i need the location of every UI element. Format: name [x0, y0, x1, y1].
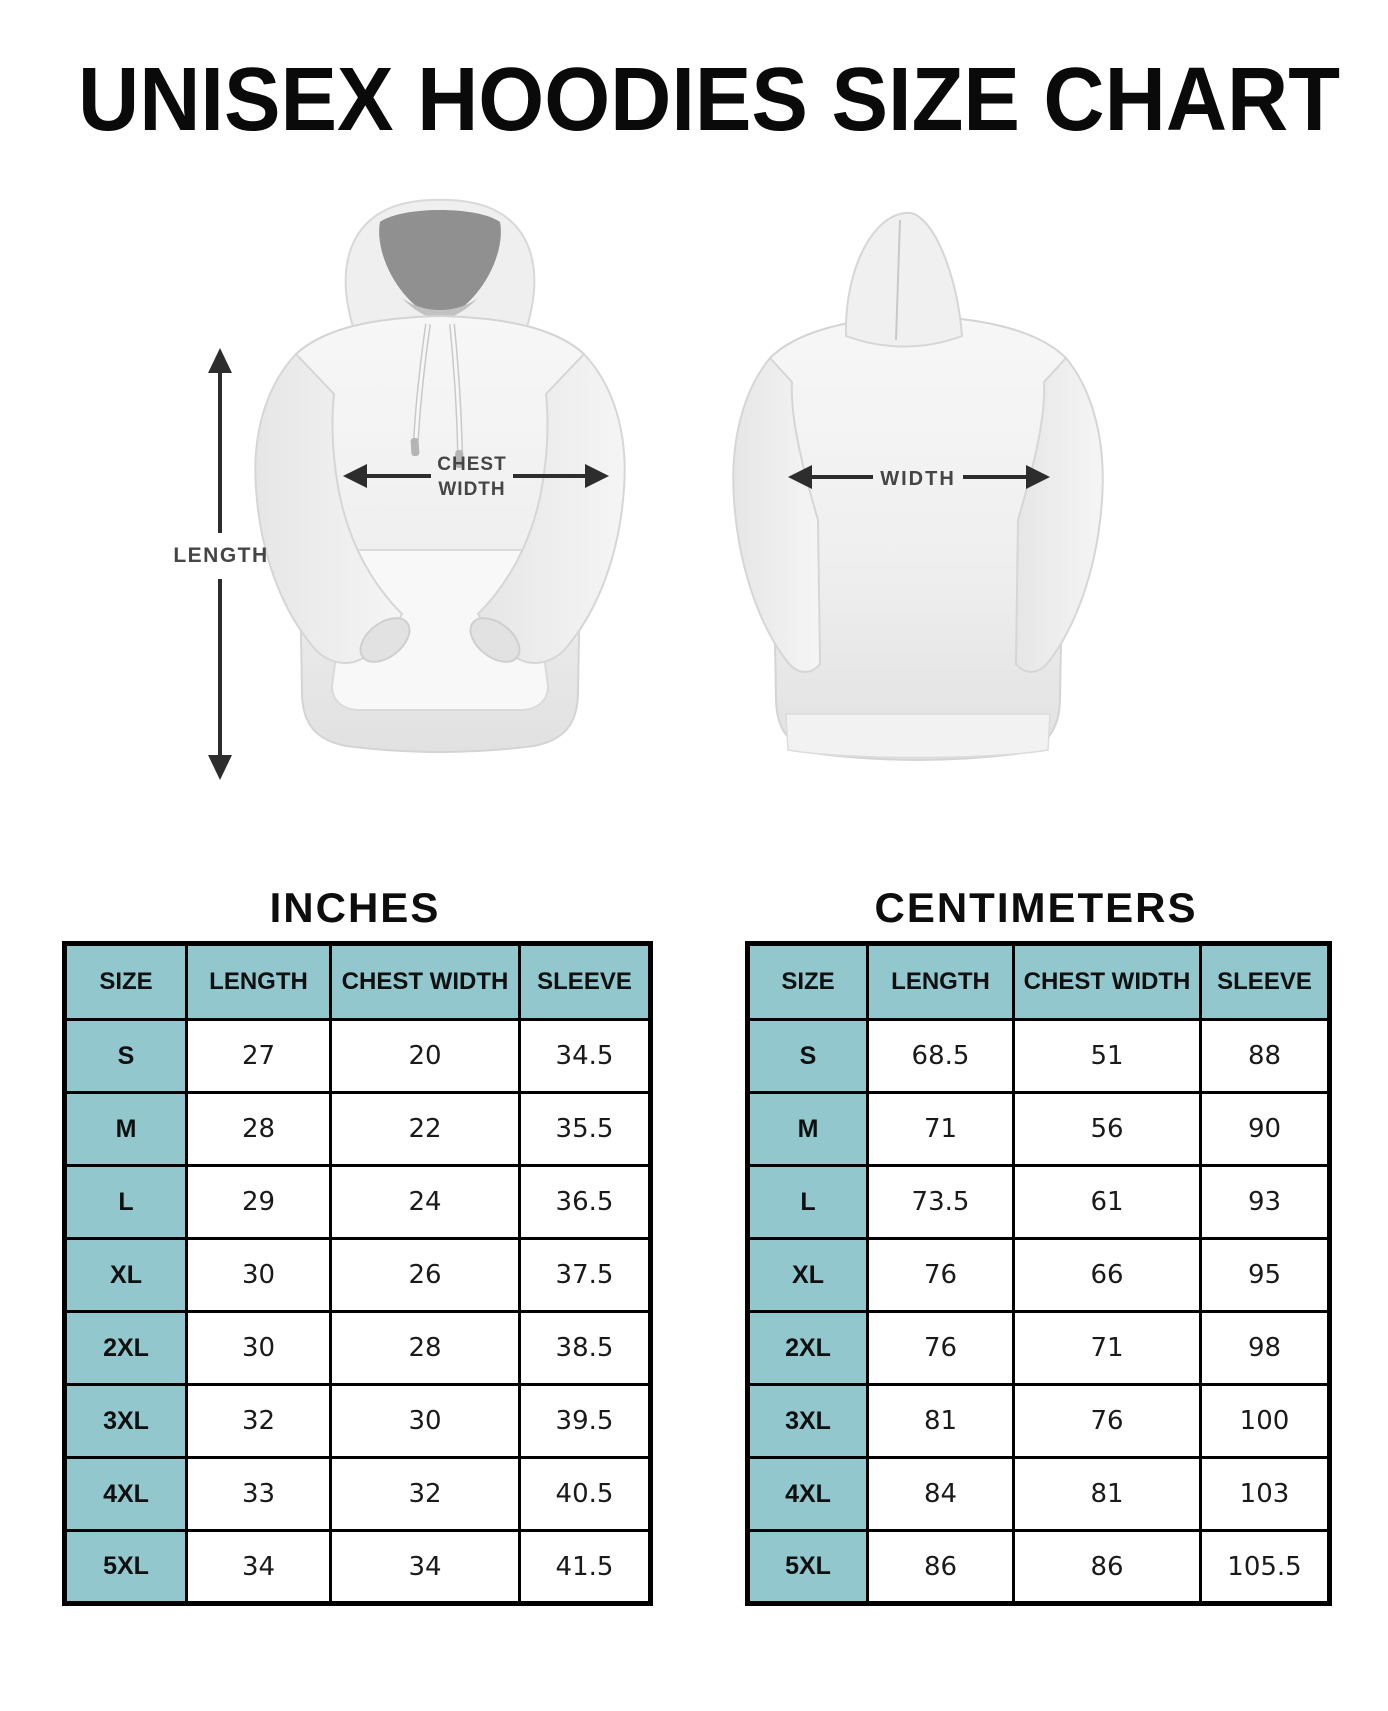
- value-cell: 73.5: [868, 1166, 1014, 1239]
- size-cell: 3XL: [748, 1385, 868, 1458]
- size-cell: 3XL: [65, 1385, 187, 1458]
- size-cell: XL: [65, 1239, 187, 1312]
- header-row: [748, 944, 1330, 1020]
- value-cell: 39.5: [520, 1385, 651, 1458]
- value-cell: 26: [331, 1239, 520, 1312]
- size-cell: L: [748, 1166, 868, 1239]
- value-cell: 88: [1201, 1020, 1330, 1093]
- value-cell: 32: [187, 1385, 331, 1458]
- value-cell: 71: [1014, 1312, 1201, 1385]
- size-cell: L: [65, 1166, 187, 1239]
- column-header-length: LENGTH: [187, 944, 331, 1020]
- value-cell: 34.5: [520, 1020, 651, 1093]
- table-row: [748, 1166, 1330, 1239]
- value-cell: 29: [187, 1166, 331, 1239]
- size-cell: XL: [748, 1239, 868, 1312]
- value-cell: 76: [1014, 1385, 1201, 1458]
- value-cell: 28: [187, 1093, 331, 1166]
- value-cell: 30: [331, 1385, 520, 1458]
- centimeters-table-body: [748, 1020, 1330, 1604]
- table-row: [65, 1166, 651, 1239]
- table-row: [65, 1020, 651, 1093]
- arrowhead-down-icon: [208, 755, 232, 780]
- table-row: [65, 1312, 651, 1385]
- value-cell: 34: [187, 1531, 331, 1604]
- value-cell: 27: [187, 1020, 331, 1093]
- size-cell: 2XL: [748, 1312, 868, 1385]
- table-row: [748, 1312, 1330, 1385]
- value-cell: 86: [1014, 1531, 1201, 1604]
- back-hood: [846, 213, 962, 347]
- chest-width-label-line1: CHEST: [437, 454, 507, 475]
- page-title: UNISEX HOODIES SIZE CHART: [78, 50, 1341, 150]
- size-cell: 4XL: [65, 1458, 187, 1531]
- hoodie-diagram: [0, 0, 1388, 850]
- size-cell: 2XL: [65, 1312, 187, 1385]
- table-row: [748, 1093, 1330, 1166]
- table-row: [748, 1458, 1330, 1531]
- value-cell: 84: [868, 1458, 1014, 1531]
- value-cell: 95: [1201, 1239, 1330, 1312]
- value-cell: 30: [187, 1239, 331, 1312]
- chest-width-label-line2: WIDTH: [438, 479, 506, 500]
- column-header-size: SIZE: [748, 944, 868, 1020]
- value-cell: 38.5: [520, 1312, 651, 1385]
- table-row: [65, 1458, 651, 1531]
- value-cell: 98: [1201, 1312, 1330, 1385]
- value-cell: 56: [1014, 1093, 1201, 1166]
- inches-heading: INCHES: [269, 884, 441, 931]
- size-cell: M: [748, 1093, 868, 1166]
- value-cell: 20: [331, 1020, 520, 1093]
- arrowhead-up-icon: [208, 348, 232, 373]
- value-cell: 93: [1201, 1166, 1330, 1239]
- table-row: [65, 1531, 651, 1604]
- table-row: [65, 1239, 651, 1312]
- value-cell: 51: [1014, 1020, 1201, 1093]
- size-cell: 4XL: [748, 1458, 868, 1531]
- column-header-length: LENGTH: [868, 944, 1014, 1020]
- value-cell: 71: [868, 1093, 1014, 1166]
- value-cell: 100: [1201, 1385, 1330, 1458]
- value-cell: 37.5: [520, 1239, 651, 1312]
- value-cell: 22: [331, 1093, 520, 1166]
- column-header-sleeve: SLEEVE: [520, 944, 651, 1020]
- column-header-sleeve: SLEEVE: [1201, 944, 1330, 1020]
- table-row: [65, 1093, 651, 1166]
- centimeters-table: [745, 941, 1332, 1606]
- value-cell: 76: [868, 1312, 1014, 1385]
- value-cell: 103: [1201, 1458, 1330, 1531]
- value-cell: 86: [868, 1531, 1014, 1604]
- value-cell: 28: [331, 1312, 520, 1385]
- back-hem-band: [786, 714, 1050, 758]
- table-row: [748, 1531, 1330, 1604]
- value-cell: 81: [1014, 1458, 1201, 1531]
- value-cell: 81: [868, 1385, 1014, 1458]
- length-label: LENGTH: [173, 544, 269, 567]
- value-cell: 24: [331, 1166, 520, 1239]
- table-row: [748, 1239, 1330, 1312]
- value-cell: 36.5: [520, 1166, 651, 1239]
- column-header-size: SIZE: [65, 944, 187, 1020]
- value-cell: 32: [331, 1458, 520, 1531]
- size-cell: M: [65, 1093, 187, 1166]
- size-cell: S: [65, 1020, 187, 1093]
- value-cell: 33: [187, 1458, 331, 1531]
- value-cell: 66: [1014, 1239, 1201, 1312]
- table-row: [65, 1385, 651, 1458]
- header-row: [65, 944, 651, 1020]
- table-row: [748, 1020, 1330, 1093]
- column-header-chest-width: CHEST WIDTH: [331, 944, 520, 1020]
- column-header-chest-width: CHEST WIDTH: [1014, 944, 1201, 1020]
- centimeters-heading: CENTIMETERS: [874, 884, 1198, 931]
- size-cell: S: [748, 1020, 868, 1093]
- value-cell: 40.5: [520, 1458, 651, 1531]
- value-cell: 35.5: [520, 1093, 651, 1166]
- value-cell: 30: [187, 1312, 331, 1385]
- size-cell: 5XL: [748, 1531, 868, 1604]
- value-cell: 68.5: [868, 1020, 1014, 1093]
- value-cell: 61: [1014, 1166, 1201, 1239]
- drawstring-left-aglet: [410, 438, 419, 457]
- length-arrow: [173, 348, 268, 780]
- back-width-label: WIDTH: [880, 468, 956, 490]
- inches-table: [62, 941, 653, 1606]
- value-cell: 105.5: [1201, 1531, 1330, 1604]
- value-cell: 76: [868, 1239, 1014, 1312]
- inches-table-body: [65, 1020, 651, 1604]
- size-cell: 5XL: [65, 1531, 187, 1604]
- table-row: [748, 1385, 1330, 1458]
- value-cell: 34: [331, 1531, 520, 1604]
- value-cell: 41.5: [520, 1531, 651, 1604]
- value-cell: 90: [1201, 1093, 1330, 1166]
